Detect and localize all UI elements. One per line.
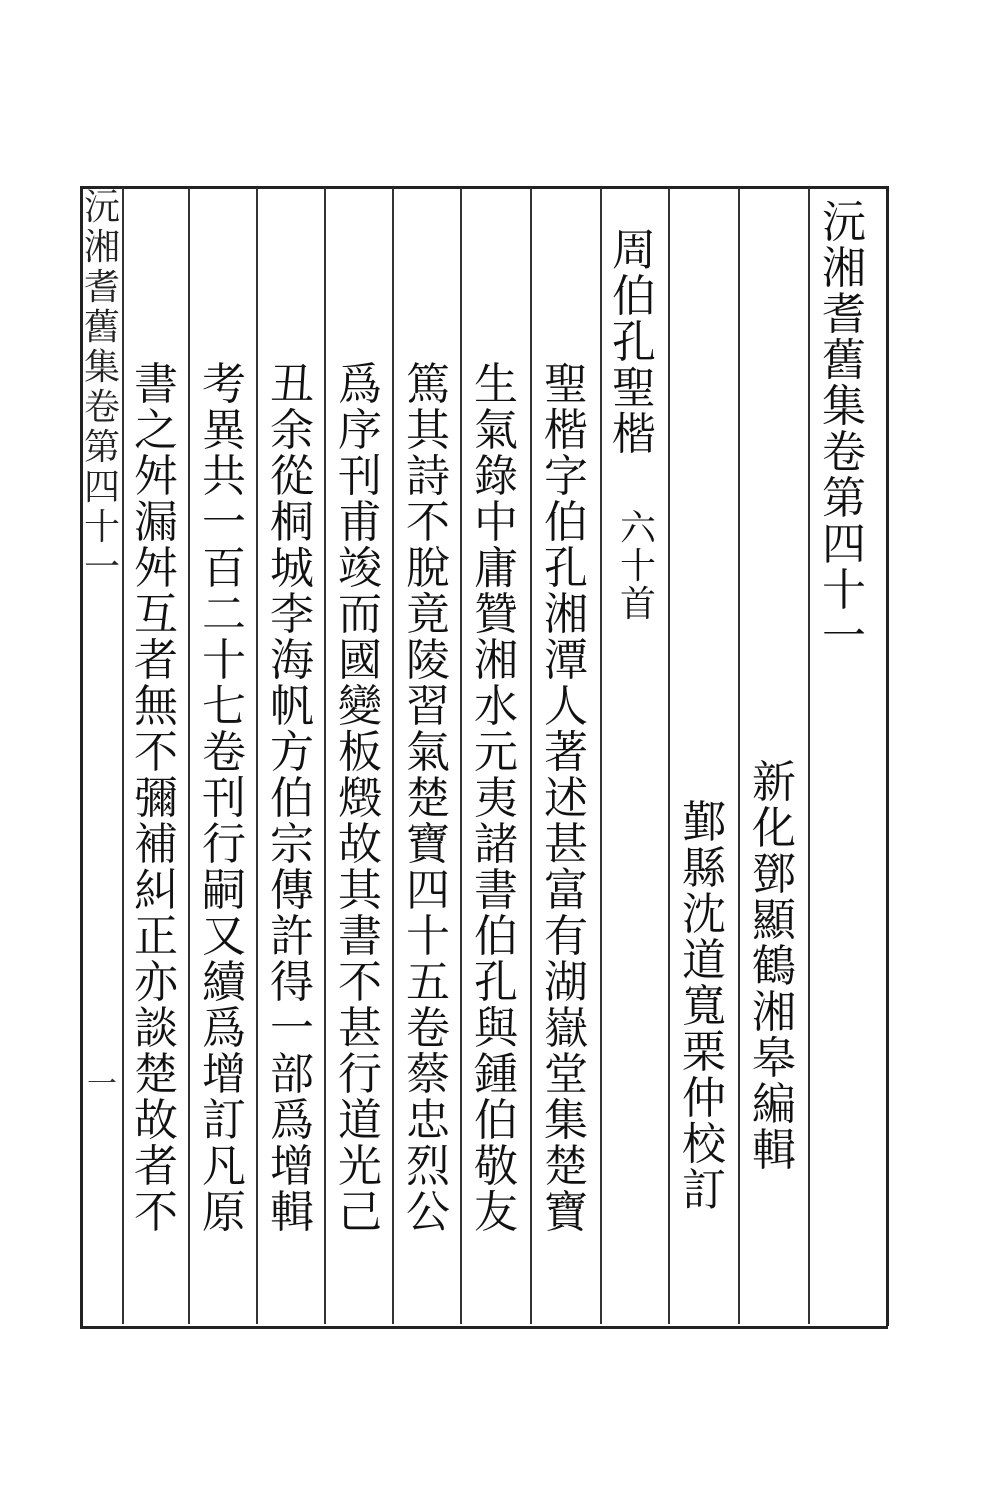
page-number: 一 — [87, 1067, 117, 1102]
column-rule — [600, 188, 602, 1324]
column-rule — [668, 188, 670, 1324]
column-rule — [808, 188, 810, 1324]
column-rule — [392, 188, 394, 1324]
frame-bottom-border — [80, 1326, 888, 1329]
column-rule — [530, 188, 532, 1324]
compiler-credit: 新化鄧顯鶴湘皋編輯 — [752, 757, 796, 1176]
poem-count: 六十首 — [619, 508, 656, 625]
author-name: 周伯孔聖楷 — [612, 225, 656, 460]
text-column: 爲序刊甫竣而國變板燬故其書不甚行道光己 — [338, 359, 382, 1238]
column-rule — [738, 188, 740, 1324]
text-column: 書之舛漏舛互者無不彌補糾正亦談楚故者不 — [134, 359, 178, 1238]
text-column: 丑余從桐城李海帆方伯宗傳許得一部爲增輯 — [270, 359, 314, 1238]
column-rule — [324, 188, 326, 1324]
frame-top-border — [80, 186, 888, 189]
author-heading — [608, 225, 660, 460]
edge-title-text: 沅湘耆舊集 — [83, 187, 120, 388]
edge-volume-text: 卷第四十一 — [83, 387, 120, 588]
frame-right-border — [886, 186, 889, 1326]
text-column: 篤其詩不脫竟陵習氣楚寶四十五卷蔡忠烈公 — [406, 359, 450, 1238]
edge-title — [82, 188, 122, 588]
volume-title: 沅湘耆舊集卷第四十一 — [822, 197, 866, 662]
text-column: 聖楷字伯孔湘潭人著述甚富有湖嶽堂集楚寶 — [544, 359, 588, 1238]
column-rule — [188, 188, 190, 1324]
text-column: 考異共一百二十七卷刊行嗣又續爲增訂凡原 — [202, 359, 246, 1238]
column-rule — [256, 188, 258, 1324]
text-column: 生氣錄中庸贊湘水元夷諸書伯孔與鍾伯敬友 — [474, 359, 518, 1238]
editor-credit: 鄞縣沈道寬栗仲校訂 — [682, 797, 726, 1216]
column-rule — [122, 188, 124, 1324]
column-rule — [460, 188, 462, 1324]
